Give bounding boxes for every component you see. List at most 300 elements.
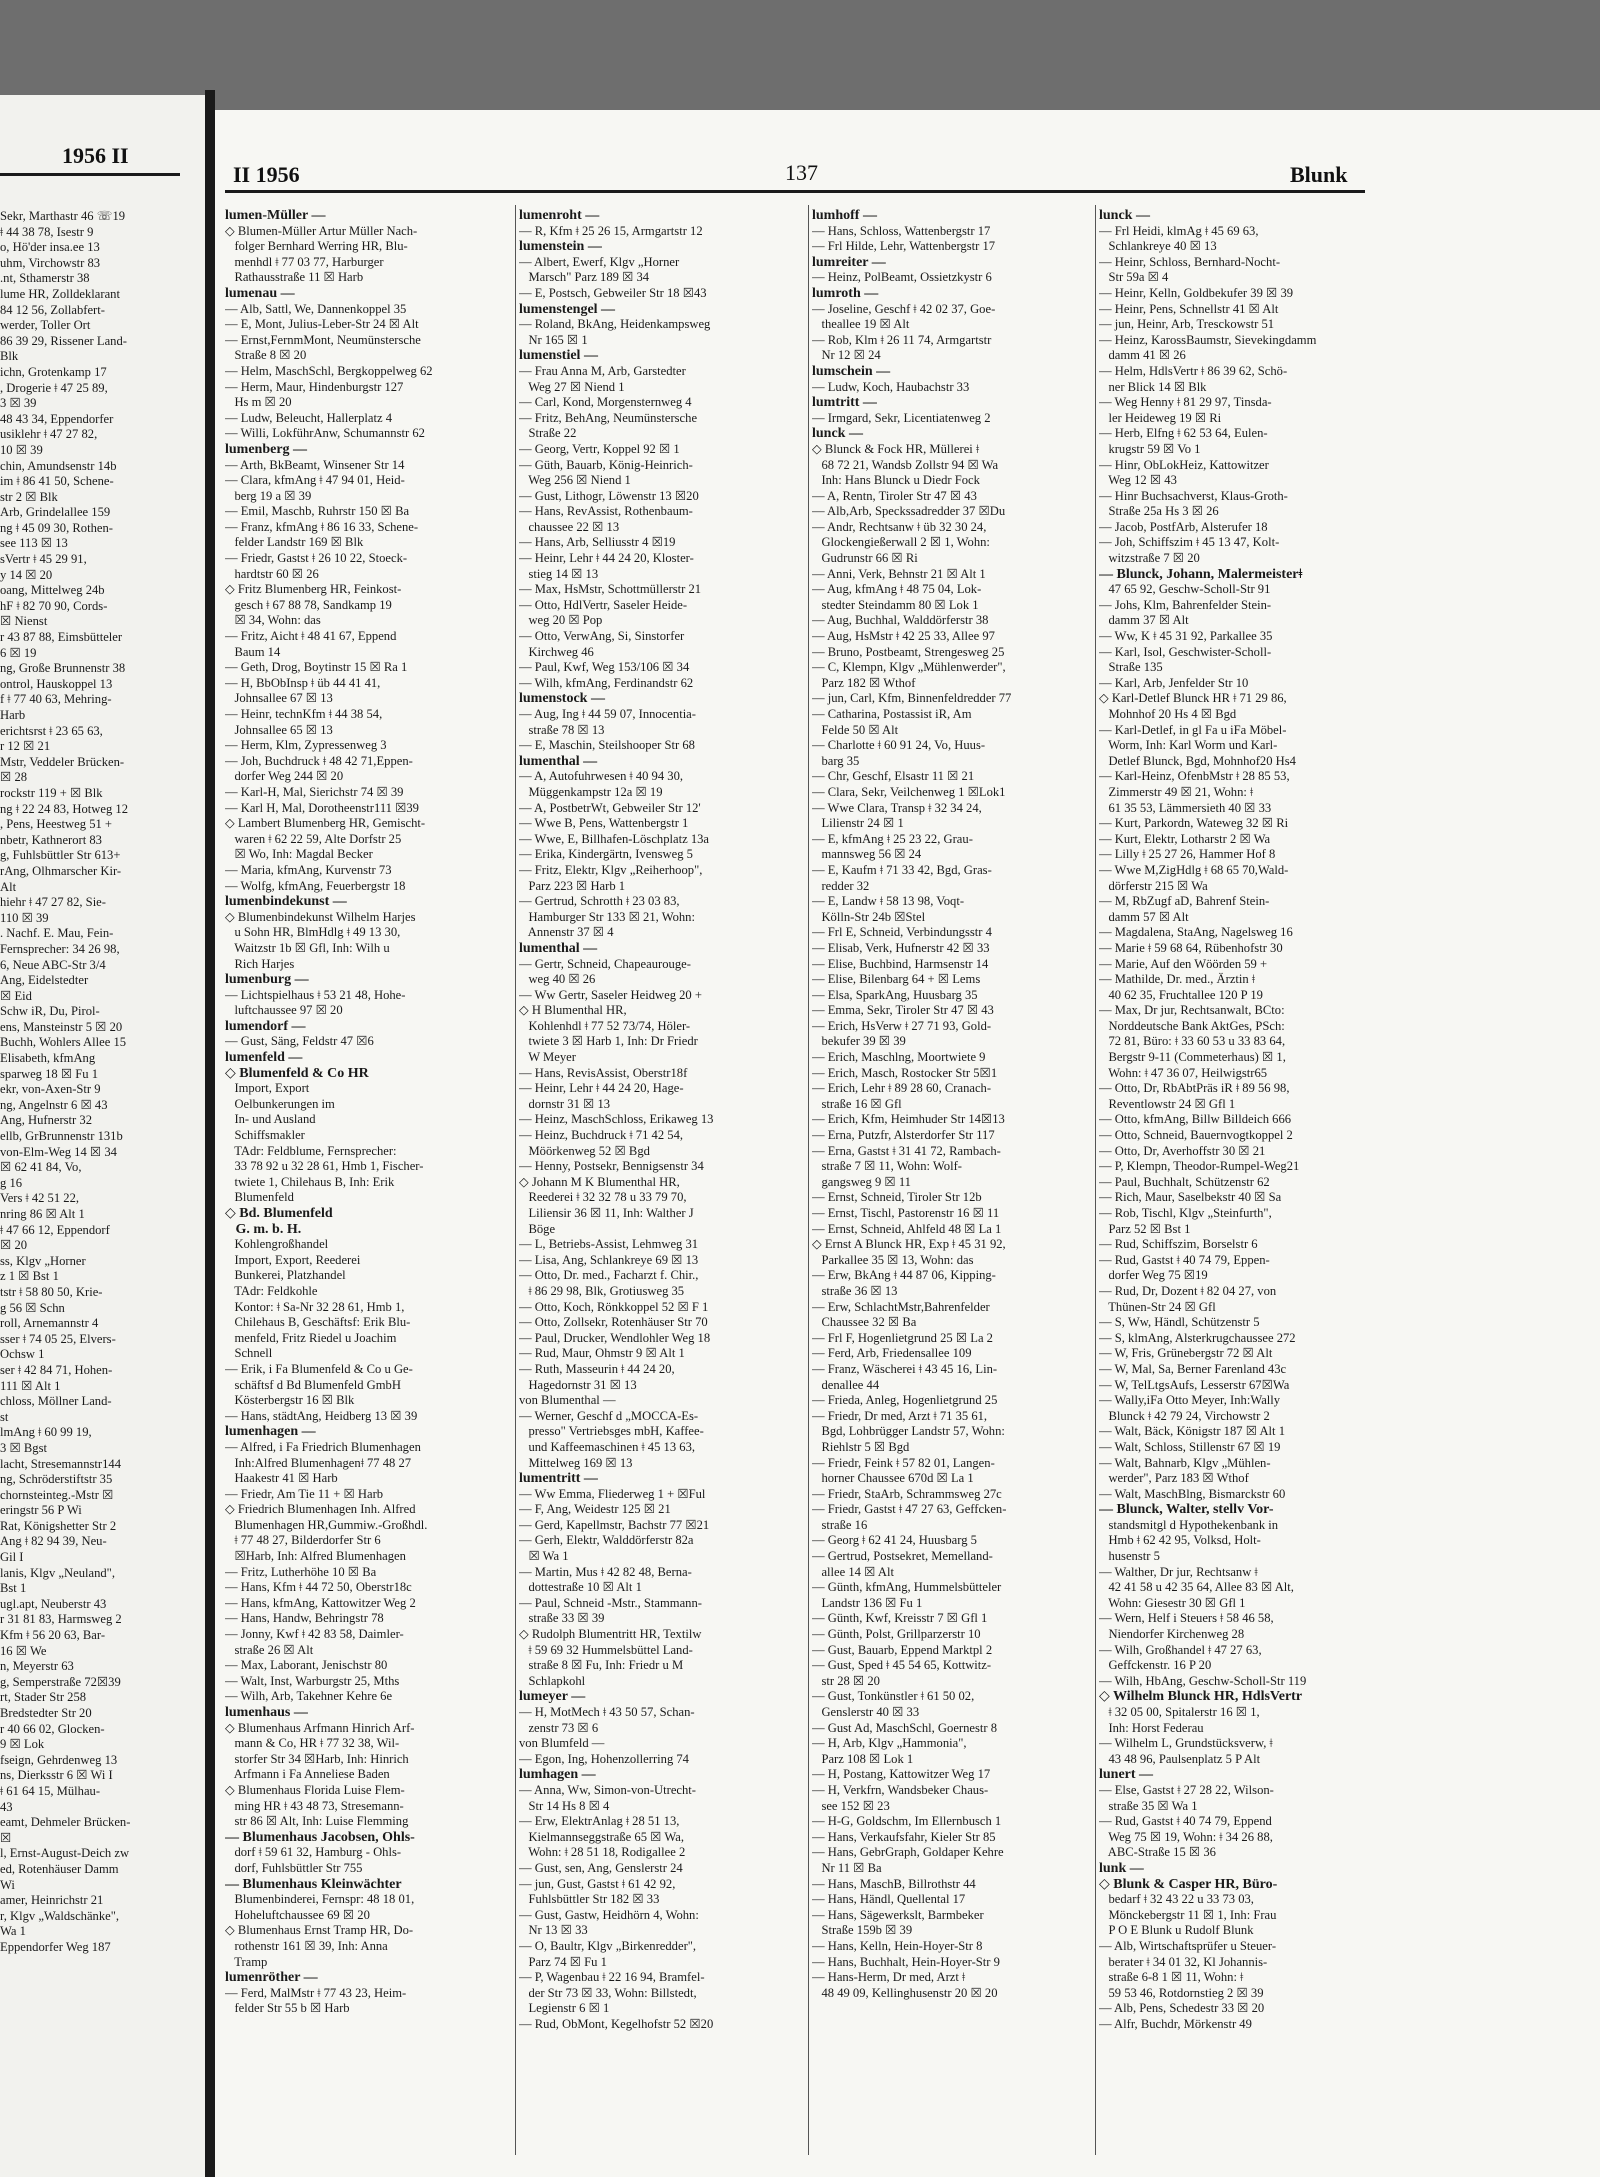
directory-entry-line: Kohlengroßhandel [225, 1237, 329, 1252]
directory-entry-line: witzstraße 7 ☒ 20 [1099, 551, 1200, 566]
directory-entry-line: weg 40 ☒ 26 [519, 972, 596, 987]
directory-entry-line: — Gust, Säng, Feldstr 47 ☒6 [225, 1034, 374, 1049]
previous-page-line: Vers ǂ 42 51 22, [0, 1191, 80, 1206]
previous-page-line: rAng, Olhmarscher Kir- [0, 863, 122, 878]
previous-page-line: ng ǂ 22 24 83, Hotweg 12 [0, 801, 129, 816]
directory-entry-line: — Ww, K ǂ 45 31 92, Parkallee 35 [1099, 629, 1273, 644]
previous-page-line: eringstr 56 P Wi [0, 1503, 82, 1518]
previous-page-line: sparweg 18 ☒ Fu 1 [0, 1066, 99, 1081]
directory-column-1 [225, 208, 515, 2017]
directory-entry-line: — W, Fris, Grünebergstr 72 ☒ Alt [1099, 1346, 1273, 1361]
directory-entry-line: — Heinz, PolBeamt, Ossietzkystr 6 [812, 270, 992, 285]
directory-entry-line: — Walt, Schloss, Stillenstr 67 ☒ 19 [1099, 1439, 1281, 1454]
directory-entry-line: — H, Postang, Kattowitzer Weg 17 [812, 1767, 991, 1782]
page-header-right: Blunk [1290, 162, 1348, 187]
directory-entry-line: — E, Postsch, Gebweiler Str 18 ☒43 [519, 285, 707, 300]
directory-entry-line: — Fritz, Aicht ǂ 48 41 67, Eppend [225, 629, 397, 644]
directory-entry-line: Mönckebergstr 11 ☒ 1, Inh: Frau [1099, 1907, 1277, 1922]
directory-entry-line: — Frieda, Anleg, Hogenlietgrund 25 [812, 1393, 998, 1408]
previous-page-line: sser ǂ 74 05 25, Elvers- [0, 1331, 116, 1346]
directory-entry-line: gesch ǂ 67 88 78, Sandkamp 19 [225, 597, 392, 612]
directory-entry-line: lunert — [1099, 1767, 1154, 1783]
previous-page-line: amer, Heinrichstr 21 [0, 1893, 104, 1908]
directory-entry-line: ǂ 86 29 98, Blk, Grotiusweg 35 [519, 1283, 685, 1298]
previous-page-line: ☒ 28 [0, 770, 28, 785]
directory-entry-line: — Erich, Maschlng, Moortwiete 9 [812, 1050, 986, 1065]
directory-entry-line: dottestraße 10 ☒ Alt 1 [519, 1580, 642, 1595]
directory-entry-line: — Paul, Buchhalt, Schützenstr 62 [1099, 1174, 1270, 1189]
directory-entry-line: — Walt, Bäck, Königstr 187 ☒ Alt 1 [1099, 1424, 1285, 1439]
previous-page-line: Schw iR, Du, Pirol- [0, 1004, 100, 1019]
directory-entry-line: Oelbunkerungen im [225, 1096, 335, 1111]
directory-entry-line: Weg 75 ☒ 19, Wohn: ǂ 34 26 88, [1099, 1829, 1273, 1844]
previous-page-line: f ǂ 77 40 63, Mehring- [0, 692, 112, 707]
directory-entry-line: — S, klmAng, Alsterkrugchaussee 272 [1099, 1330, 1296, 1345]
previous-page-line: lanis, Klgv „Neuland", [0, 1565, 115, 1580]
directory-entry-line: lumreiter — [812, 254, 886, 270]
directory-entry-line: ◇ Blumenfeld & Co HR [225, 1065, 369, 1081]
directory-entry-line: — Karl-H, Mal, Sierichstr 74 ☒ 39 [225, 784, 404, 799]
directory-entry-line: — H, BbObInsp ǂ üb 44 41 41, [225, 675, 381, 690]
directory-entry-line: straße 35 ☒ Wa 1 [1099, 1798, 1198, 1813]
directory-entry-line: — Blumenhaus Jacobsen, Ohls- [225, 1829, 415, 1845]
directory-entry-line: — jun, Gust, Gastst ǂ 61 42 92, [519, 1876, 676, 1891]
directory-entry-line: Schlankreye 40 ☒ 13 [1099, 239, 1217, 254]
directory-entry-line: 59 53 46, Rotdornstieg 2 ☒ 39 [1099, 1985, 1264, 2000]
directory-entry-line: — R, Kfm ǂ 25 26 15, Armgartstr 12 [519, 223, 703, 238]
previous-page-line: chin, Amundsenstr 14b [0, 458, 117, 473]
directory-entry-line: ◇ Friedrich Blumenhagen Inh. Alfred [225, 1502, 416, 1517]
directory-entry-line: Glockengießerwall 2 ☒ 1, Wohn: [812, 535, 990, 550]
previous-page-line: , Pens, Heestweg 51 + [0, 817, 113, 832]
directory-entry-line: — Günth, Kwf, Kreisstr 7 ☒ Gfl 1 [812, 1611, 988, 1626]
previous-page-line: y 14 ☒ 20 [0, 567, 53, 582]
directory-entry-line: — Alb, Pens, Schedestr 33 ☒ 20 [1099, 2001, 1265, 2016]
directory-page [215, 110, 1600, 2177]
directory-entry-line: — Frl E, Schneid, Verbindungsstr 4 [812, 925, 992, 940]
previous-page-line: 111 ☒ Alt 1 [0, 1378, 61, 1393]
directory-entry-line: dorfer Weg 75 ☒19 [1099, 1268, 1208, 1283]
directory-entry-line: lumenthal — [519, 940, 598, 956]
directory-entry-line: — Elisab, Verk, Hufnerstr 42 ☒ 33 [812, 940, 990, 955]
directory-entry-line: stedter Steindamm 80 ☒ Lok 1 [812, 597, 979, 612]
directory-entry-line: — Max, Dr jur, Rechtsanwalt, BCto: [1099, 1003, 1285, 1018]
directory-entry-line: Kontor: ǂ Sa-Nr 32 28 61, Hmb 1, [225, 1299, 405, 1314]
directory-entry-line: Liliensir 36 ☒ 11, Inh: Walther J [519, 1206, 694, 1220]
directory-entry-line: Marsch" Parz 189 ☒ 34 [519, 270, 650, 285]
directory-entry-line: hardtstr 60 ☒ 26 [225, 566, 319, 581]
previous-page-line: Rat, Königshetter Str 2 [0, 1518, 117, 1533]
directory-column-2 [519, 208, 807, 2032]
directory-entry-line: 33 78 92 u 32 28 61, Hmb 1, Fischer- [225, 1159, 424, 1174]
directory-entry-line: P O E Blunk u Rudolf Blunk [1099, 1923, 1254, 1938]
directory-entry-line: lunk — [1099, 1860, 1144, 1876]
directory-entry-line: Straße 22 [519, 426, 577, 441]
directory-entry-line: — S, Ww, Händl, Schützenstr 5 [1099, 1315, 1260, 1330]
previous-page-line: Mstr, Veddeler Brücken- [0, 754, 125, 769]
directory-entry-line: husenstr 5 [1099, 1549, 1160, 1564]
directory-entry-line: — Henny, Postsekr, Bennigsenstr 34 [519, 1159, 704, 1174]
directory-entry-line: lumenstiel — [519, 348, 598, 364]
directory-entry-line: Str 14 Hs 8 ☒ 4 [519, 1798, 610, 1813]
directory-entry-line: — Hans, Handw, Behringstr 78 [225, 1611, 384, 1626]
directory-entry-line: Straße 135 [1099, 660, 1163, 675]
directory-entry-line: — Erna, Putzfr, Alsterdorfer Str 117 [812, 1128, 995, 1143]
previous-page-line: ☒ Nienst [0, 614, 48, 629]
previous-page-line: nbetr, Kathnerort 83 [0, 832, 102, 847]
directory-entry-line: — Gust, Tonkünstler ǂ 61 50 02, [812, 1689, 975, 1704]
directory-entry-line: — Alfr, Buchdr, Mörkenstr 49 [1099, 2016, 1252, 2031]
directory-entry-line: Inh: Hans Blunck u Diedr Fock [812, 473, 980, 488]
directory-entry-line: — Elise, Bilenbarg 64 + ☒ Lems [812, 972, 981, 987]
directory-entry-line: — Otto, Dr. med., Facharzt f. Chir., [519, 1268, 699, 1283]
previous-page-line: ǂ 47 66 12, Eppendorf [0, 1222, 110, 1237]
directory-entry-line: Kösterbergstr 16 ☒ Blk [225, 1393, 355, 1408]
directory-entry-line: Parz 74 ☒ Fu 1 [519, 1954, 607, 1969]
directory-entry-line: 61 35 53, Lämmersieth 40 ☒ 33 [1099, 800, 1272, 815]
previous-page-header-rule [0, 173, 180, 176]
directory-entry-line: Johnsallee 65 ☒ 13 [225, 722, 333, 737]
directory-entry-line: — Heinr, Kelln, Goldbekufer 39 ☒ 39 [1099, 285, 1294, 300]
directory-entry-line: Mohnhof 20 Hs 4 ☒ Bgd [1099, 707, 1237, 721]
directory-entry-line: — Walt, Bahnarb, Klgv „Mühlen- [1099, 1455, 1271, 1470]
page-number: 137 [785, 160, 818, 185]
directory-entry-line: straße 16 [812, 1517, 868, 1532]
directory-entry-line: — Erich, Lehr ǂ 89 28 60, Cranach- [812, 1081, 992, 1096]
previous-page-line: str 2 ☒ Blk [0, 489, 58, 504]
directory-entry-line: Baum 14 [225, 644, 281, 659]
directory-entry-line: straße 8 ☒ Fu, Inh: Friedr u M [519, 1658, 684, 1673]
directory-entry-line: 43 48 96, Paulsenplatz 5 P Alt [1099, 1751, 1261, 1766]
directory-entry-line: Thünen-Str 24 ☒ Gfl [1099, 1299, 1216, 1314]
directory-entry-line: — Gerd, Kapellmstr, Bachstr 77 ☒21 [519, 1517, 710, 1532]
page-header-left: II 1956 [233, 162, 300, 187]
previous-page-line: ǂ 61 64 15, Mülhau- [0, 1783, 101, 1798]
directory-entry-line: Nr 11 ☒ Ba [812, 1860, 882, 1875]
previous-page-line: Elisabeth, kfmAng [0, 1051, 96, 1066]
previous-page-line: uhm, Virchowstr 83 [0, 255, 101, 270]
directory-entry-line: — Paul, Drucker, Wendlohler Weg 18 [519, 1330, 711, 1345]
directory-entry-line: chaussee 22 ☒ 13 [519, 519, 620, 534]
directory-entry-line: 72 81, Büro: ǂ 33 60 53 u 33 83 64, [1099, 1034, 1286, 1049]
directory-entry-line: — Clara, kfmAng ǂ 47 94 01, Heid- [225, 473, 405, 488]
previous-page-line: . Nachf. E. Mau, Fein- [0, 926, 114, 941]
previous-page-line: 86 39 29, Rissener Land- [0, 333, 127, 348]
previous-page-line: 3 ☒ 39 [0, 396, 37, 411]
directory-entry-line: — Hans, Arb, Selliusstr 4 ☒19 [519, 535, 676, 550]
directory-entry-line: lunck — [812, 426, 863, 442]
directory-entry-line: — Erich, Kfm, Heimhuder Str 14☒13 [812, 1112, 1005, 1127]
directory-entry-line: — Jonny, Kwf ǂ 42 83 58, Daimler- [225, 1627, 404, 1642]
directory-entry-line: ◇ Blumen-Müller Artur Müller Nach- [225, 223, 418, 238]
directory-entry-line: — Hans, Kfm ǂ 44 72 50, Oberstr18c [225, 1580, 412, 1595]
directory-entry-line: denallee 44 [812, 1377, 880, 1392]
directory-entry-line: — Ernst,FernmMont, Neumünstersche [225, 332, 421, 347]
directory-entry-line: Import, Export, Reederei [225, 1252, 361, 1267]
directory-entry-line: — Herm, Klm, Zypressenweg 3 [225, 738, 387, 753]
directory-entry-line: lumenstein — [519, 239, 602, 255]
directory-entry-line: — Hans, Schloss, Wattenbergstr 17 [812, 223, 991, 238]
directory-entry-line: — Wilh, kfmAng, Ferdinandstr 62 [519, 675, 694, 690]
directory-entry-line: — E, Mont, Julius-Leber-Str 24 ☒ Alt [225, 317, 419, 332]
directory-entry-line: — Gerh, Elektr, Walddörferstr 82a [519, 1533, 694, 1548]
directory-entry-line: damm 37 ☒ Alt [1099, 613, 1189, 628]
directory-entry-line: ◇ Ernst A Blunck HR, Exp ǂ 45 31 92, [812, 1237, 1006, 1252]
directory-entry-line: — Rud, Dr, Dozent ǂ 82 04 27, von [1099, 1283, 1277, 1298]
directory-entry-line: — Herm, Maur, Hindenburgstr 127 [225, 379, 404, 394]
directory-entry-line: ming HR ǂ 43 48 73, Stresemann- [225, 1798, 404, 1813]
previous-page-line: , Drogerie ǂ 47 25 89, [0, 380, 108, 395]
directory-entry-line: — Jacob, PostfArb, Alsterufer 18 [1099, 519, 1268, 534]
previous-page-line: g, Semperstraße 72☒39 [0, 1674, 121, 1689]
directory-entry-line: Detlef Blunck, Bgd, Mohnhof20 Hs4 [1099, 753, 1296, 768]
directory-entry-line: — Frl F, Hogenlietgrund 25 ☒ La 2 [812, 1330, 993, 1345]
directory-entry-line: TAdr: Feldkohle [225, 1283, 318, 1298]
column-divider-3 [1095, 205, 1096, 2155]
directory-entry-line: — Kurt, Elektr, Lotharstr 2 ☒ Wa [1099, 831, 1271, 846]
directory-entry-line: — Herb, Elfng ǂ 62 53 64, Eulen- [1099, 426, 1268, 441]
directory-entry-line: — Catharina, Postassist iR, Am [812, 707, 972, 721]
previous-page-line: Arb, Grindelallee 159 [0, 505, 111, 520]
previous-page-line: r 43 87 88, Eimsbütteler [0, 630, 123, 645]
previous-page-line: usiklehr ǂ 47 27 82, [0, 427, 98, 442]
directory-entry-line: — L, Betriebs-Assist, Lehmweg 31 [519, 1237, 699, 1252]
directory-entry-line: — Otto, HdlVertr, Saseler Heide- [519, 597, 688, 612]
previous-page-line: 48 43 34, Eppendorfer [0, 411, 114, 426]
directory-entry-line: Zimmerstr 49 ☒ 21, Wohn: ǂ [1099, 784, 1254, 799]
directory-entry-line: krugstr 59 ☒ Vo 1 [1099, 441, 1201, 456]
directory-entry-line: lumhagen — [519, 1767, 596, 1783]
previous-page-line: g, Fuhlsbüttler Str 613+ [0, 848, 121, 863]
previous-page-line: 16 ☒ We [0, 1643, 47, 1658]
directory-entry-line: — Hans-Herm, Dr med, Arzt ǂ [812, 1970, 966, 1985]
previous-page-line: ss, Klgv „Horner [0, 1253, 86, 1268]
directory-entry-line: — Friedr, Gastst ǂ 26 10 22, Stoeck- [225, 551, 408, 566]
directory-entry-line: — Johs, Klm, Bahrenfelder Stein- [1099, 597, 1272, 612]
directory-entry-line: Landstr 136 ☒ Fu 1 [812, 1595, 923, 1610]
directory-entry-line: waren ǂ 62 22 59, Alte Dorfstr 25 [225, 831, 402, 846]
directory-entry-line: — Blumenhaus Kleinwächter [225, 1876, 402, 1892]
directory-entry-line: ◇ Rudolph Blumentritt HR, Textilw [519, 1627, 702, 1642]
directory-entry-line: — Ernst, Schneid, Ahlfeld 48 ☒ La 1 [812, 1221, 1002, 1236]
directory-entry-line: Parz 223 ☒ Harb 1 [519, 878, 626, 893]
previous-page-line: 110 ☒ 39 [0, 910, 49, 925]
directory-entry-line: — Ferd, Arb, Friedensallee 109 [812, 1346, 972, 1361]
directory-entry-line: — Wilh, Arb, Takehner Kehre 6e [225, 1689, 393, 1704]
directory-entry-line: — Aug, kfmAng ǂ 48 75 04, Lok- [812, 582, 982, 597]
directory-entry-line: — Otto, kfmAng, Billw Billdeich 666 [1099, 1112, 1292, 1127]
directory-entry-line: Hoheluftchaussee 69 ☒ 20 [225, 1907, 370, 1922]
directory-entry-line: — jun, Carl, Kfm, Binnenfeldredder 77 [812, 691, 1012, 706]
directory-entry-line: 48 49 09, Kellinghusenstr 20 ☒ 20 [812, 1985, 998, 2000]
previous-page-line: Gil I [0, 1550, 24, 1565]
directory-entry-line: weg 20 ☒ Pop [519, 613, 603, 628]
directory-entry-line: — Erw, ElektrAnlag ǂ 28 51 13, [519, 1814, 680, 1829]
directory-entry-line: — Gust, Lithogr, Löwenstr 13 ☒20 [519, 488, 699, 503]
directory-entry-line: — Walt, MaschBlng, Bismarckstr 60 [1099, 1486, 1286, 1501]
directory-entry-line: Niendorfer Kirchenweg 28 [1099, 1627, 1245, 1642]
directory-entry-line: — Maria, kfmAng, Kurvenstr 73 [225, 862, 392, 877]
directory-entry-line: lumschein — [812, 363, 891, 379]
directory-entry-line: Straße 159b ☒ 39 [812, 1923, 913, 1938]
directory-entry-line: — M, RbZugf aD, Bahrenf Stein- [1099, 894, 1270, 909]
directory-entry-line: — Egon, Ing, Hohenzollerring 74 [519, 1751, 689, 1766]
directory-entry-line: — Otto, Zollsekr, Rotenhäuser Str 70 [519, 1315, 708, 1330]
previous-page-line: ens, Mansteinstr 5 ☒ 20 [0, 1019, 123, 1034]
directory-entry-line: — Rud, Gastst ǂ 40 74 79, Eppen- [1099, 1252, 1270, 1267]
directory-entry-line: berg 19 a ☒ 39 [225, 488, 312, 503]
directory-entry-line: — Güth, Bauarb, König-Heinrich- [519, 457, 693, 472]
directory-entry-line: — Erik, i Fa Blumenfeld & Co u Ge- [225, 1361, 413, 1376]
directory-entry-line: lumroth — [812, 285, 879, 301]
directory-entry-line: — Aug, Buchhal, Walddörferstr 38 [812, 613, 989, 628]
directory-entry-line: — P, Klempn, Theodor-Rumpel-Weg21 [1099, 1159, 1300, 1174]
directory-entry-line: lumendorf — [225, 1018, 306, 1034]
directory-entry-line: — Friedr, Gastst ǂ 47 27 63, Geffcken- [812, 1502, 1007, 1517]
previous-page-line: ng ǂ 45 09 30, Rothen- [0, 520, 113, 535]
directory-entry-line: — Else, Gastst ǂ 27 28 22, Wilson- [1099, 1782, 1274, 1797]
directory-entry-line: Kielmannseggstraße 65 ☒ Wa, [519, 1829, 684, 1844]
directory-entry-line: — Clara, Sekr, Veilchenweg 1 ☒Lok1 [812, 784, 1006, 799]
directory-entry-line: Tramp [225, 1954, 268, 1969]
directory-entry-line: Blumenhagen HR,Gummiw.-Großhdl. [225, 1517, 428, 1532]
directory-entry-line: ◇ Johann M K Blumenthal HR, [519, 1174, 680, 1189]
directory-entry-line: — Hans, städtAng, Heidberg 13 ☒ 39 [225, 1408, 418, 1423]
previous-page-text [0, 209, 200, 1956]
previous-page-line: r 40 66 02, Glocken- [0, 1721, 105, 1736]
previous-page-line: ☒ 62 41 84, Vo, [0, 1160, 82, 1175]
directory-entry-line: — Paul, Kwf, Weg 153/106 ☒ 34 [519, 660, 690, 675]
directory-entry-line: felder Str 55 b ☒ Harb [225, 2001, 350, 2016]
previous-page-line: ekr, von-Axen-Str 9 [0, 1082, 101, 1097]
previous-page-line: r 31 81 83, Harmsweg 2 [0, 1612, 122, 1627]
directory-entry-line: straße 7 ☒ 11, Wohn: Wolf- [812, 1159, 962, 1174]
directory-entry-line: straße 78 ☒ 13 [519, 722, 605, 737]
directory-entry-line: Bergstr 9-11 (Commeterhaus) ☒ 1, [1099, 1050, 1286, 1065]
directory-entry-line: straße 33 ☒ 39 [519, 1611, 605, 1626]
previous-page-line: ☒ Eid [0, 988, 32, 1003]
directory-entry-line: — Andr, Rechtsanw ǂ üb 32 30 24, [812, 519, 987, 534]
directory-entry-line: — Franz, kfmAng ǂ 86 16 33, Schene- [225, 519, 419, 534]
directory-entry-line: — Ludw, Beleucht, Hallerplatz 4 [225, 410, 393, 425]
directory-entry-line: — Willi, LokführAnw, Schumannstr 62 [225, 426, 425, 441]
directory-entry-line: — Gust, sen, Ang, Genslerstr 24 [519, 1860, 683, 1875]
directory-entry-line: barg 35 [812, 753, 860, 768]
directory-entry-line: — Erika, Kindergärtn, Ivensweg 5 [519, 847, 693, 862]
previous-page-line: im ǂ 86 41 50, Schene- [0, 474, 114, 489]
directory-entry-line: Geffckenstr. 16 P 20 [1099, 1658, 1212, 1673]
directory-entry-line: — Emil, Maschb, Ruhrstr 150 ☒ Ba [225, 504, 410, 519]
previous-page-line: nring 86 ☒ Alt 1 [0, 1207, 85, 1221]
directory-entry-line: Bgd, Lohbrügger Landstr 57, Wohn: [812, 1424, 1005, 1439]
directory-entry-line: — Günth, Polst, Grillparzerstr 10 [812, 1627, 981, 1642]
directory-entry-line: damm 57 ☒ Alt [1099, 909, 1189, 924]
directory-entry-line: — Friedr, Feink ǂ 57 82 01, Langen- [812, 1455, 995, 1470]
directory-entry-line: — Wolfg, kfmAng, Feuerbergstr 18 [225, 878, 406, 893]
directory-entry-line: — Günth, kfmAng, Hummelsbütteler [812, 1580, 1002, 1595]
previous-page-line: ichn, Grotenkamp 17 [0, 364, 107, 379]
previous-page-line: ☒ [0, 1830, 12, 1845]
directory-entry-line: — Gust Ad, MaschSchl, Goernestr 8 [812, 1720, 998, 1735]
directory-entry-line: lumenstengel — [519, 301, 616, 317]
previous-page-line: ontrol, Hauskoppel 13 [0, 676, 113, 691]
directory-entry-line: — Geth, Drog, Boytinstr 15 ☒ Ra 1 [225, 660, 408, 675]
previous-page-line: sVertr ǂ 45 29 91, [0, 552, 87, 567]
directory-entry-line: Müggenkampstr 12a ☒ 19 [519, 784, 663, 799]
directory-entry-line: lumeyer — [519, 1689, 586, 1705]
previous-page-line: ellb, GrBrunnenstr 131b [0, 1129, 123, 1144]
directory-entry-line: ◇ Fritz Blumenberg HR, Feinkost- [225, 582, 402, 597]
directory-entry-line: theallee 19 ☒ Alt [812, 317, 910, 332]
directory-entry-line: redder 32 [812, 878, 870, 893]
directory-entry-line: — Otto, Schneid, Bauernvogtkoppel 2 [1099, 1128, 1293, 1143]
directory-entry-line: twiete 3 ☒ Harb 1, Inh: Dr Friedr [519, 1034, 698, 1049]
previous-page-line: l, Ernst-August-Deich zw [0, 1846, 130, 1861]
directory-entry-line: dorfer Weg 244 ☒ 20 [225, 769, 344, 784]
directory-entry-line: Fuhlsbüttler Str 182 ☒ 33 [519, 1892, 660, 1907]
directory-entry-line: — Erich, HsVerw ǂ 27 71 93, Gold- [812, 1018, 992, 1033]
directory-entry-line: — Hans, Händl, Quellental 17 [812, 1892, 966, 1907]
directory-entry-line: — Gertrud, Schrotth ǂ 23 03 83, [519, 894, 680, 909]
directory-entry-line: Riehlstr 5 ☒ Bgd [812, 1439, 910, 1454]
directory-entry-line: — Ferd, MalMstr ǂ 77 43 23, Heim- [225, 1985, 407, 2000]
directory-entry-line: Blunck ǂ 42 79 24, Virchowstr 2 [1099, 1408, 1270, 1423]
directory-entry-line: bedarf ǂ 32 43 22 u 33 73 03, [1099, 1892, 1254, 1907]
directory-entry-line: stieg 14 ☒ 13 [519, 566, 599, 581]
directory-entry-line: folger Bernhard Werring HR, Blu- [225, 239, 408, 254]
directory-entry-line: — Rud, ObMont, Kegelhofstr 52 ☒20 [519, 2016, 714, 2031]
previous-page-line: Kfm ǂ 56 20 63, Bar- [0, 1628, 106, 1643]
directory-entry-line: — Ruth, Masseurin ǂ 44 24 20, [519, 1361, 675, 1376]
previous-page-line: tstr ǂ 58 80 50, Krie- [0, 1284, 103, 1299]
directory-entry-line: Worm, Inh: Karl Worm und Karl- [1099, 738, 1278, 753]
directory-entry-line: str 28 ☒ 20 [812, 1673, 880, 1688]
directory-entry-line: — Ww Emma, Fliederweg 1 + ☒Ful [519, 1486, 706, 1501]
directory-entry-line: — Frl Hilde, Lehr, Wattenbergstr 17 [812, 239, 996, 254]
directory-entry-line: — Wwe, E, Billhafen-Löschplatz 13a [519, 831, 710, 846]
previous-page-line: Wa 1 [0, 1924, 26, 1939]
directory-entry-line: Chaussee 32 ☒ Ba [812, 1315, 917, 1330]
previous-page-line: g 56 ☒ Schn [0, 1300, 65, 1315]
previous-page-line: chornsteinteg.-Mstr ☒ [0, 1487, 114, 1502]
directory-entry-line: — Erw, SchlachtMstr,Bahrenfelder [812, 1299, 990, 1314]
previous-page-line: lume HR, Zolldeklarant [0, 286, 120, 301]
directory-entry-line: — Lisa, Ang, Schlankreye 69 ☒ 13 [519, 1252, 699, 1267]
previous-page-line: roll, Arnemannstr 4 [0, 1316, 99, 1331]
directory-entry-line: — Rud, Gastst ǂ 40 74 79, Eppend [1099, 1814, 1272, 1829]
directory-entry-line: lumenau — [225, 285, 295, 301]
directory-entry-line: Kölln-Str 24b ☒Stel [812, 909, 926, 924]
directory-entry-line: Parz 108 ☒ Lok 1 [812, 1751, 914, 1766]
directory-entry-line: Johnsallee 67 ☒ 13 [225, 691, 333, 706]
directory-entry-line: ◇ Blunck & Fock HR, Müllerei ǂ [812, 441, 980, 456]
previous-page-line: ☒ 20 [0, 1238, 28, 1253]
directory-entry-line: — Georg ǂ 62 41 24, Huusbarg 5 [812, 1533, 977, 1548]
directory-entry-line: — W, TelLtgsAufs, Lesserstr 67☒Wa [1099, 1377, 1290, 1392]
directory-entry-line: Nr 13 ☒ 33 [519, 1923, 588, 1938]
directory-entry-line: Wohn: ǂ 47 36 07, Heilwigstr65 [1099, 1065, 1268, 1080]
directory-entry-line: TAdr: Feldblume, Fernsprecher: [225, 1143, 397, 1158]
previous-page-line: 84 12 56, Zollabfert- [0, 302, 105, 317]
directory-entry-line: ǂ 32 05 00, Spitalerstr 16 ☒ 1, [1099, 1705, 1260, 1719]
previous-page-line: ng, Schröderstiftstr 35 [0, 1472, 113, 1487]
directory-entry-line: — Joh, Schiffszim ǂ 45 13 47, Kolt- [1099, 535, 1280, 550]
directory-entry-line: ☒Harb, Inh: Alfred Blumenhagen [225, 1549, 406, 1564]
previous-page-fragment [0, 95, 205, 2177]
directory-entry-line: 68 72 21, Wandsb Zollstr 94 ☒ Wa [812, 457, 999, 472]
directory-entry-line: — Aug, HsMstr ǂ 42 25 33, Allee 97 [812, 629, 995, 644]
directory-entry-line: Schiffsmakler [225, 1128, 305, 1143]
